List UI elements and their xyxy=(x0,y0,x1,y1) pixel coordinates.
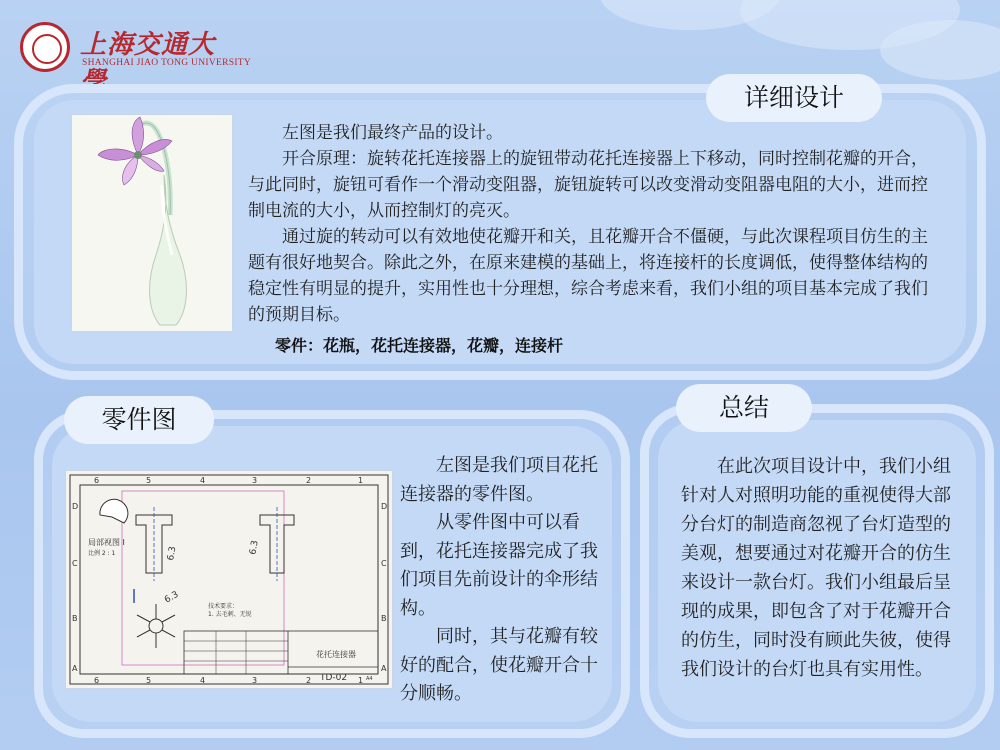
drawing-col-label: 6 xyxy=(94,476,100,485)
parts-drawing-text xyxy=(400,452,600,709)
summary-title: 总结 xyxy=(676,384,812,432)
university-seal-icon xyxy=(20,22,70,72)
drawing-detail-label: 局部视图 I xyxy=(88,538,125,547)
drawing-row-label: B xyxy=(381,614,387,623)
drawing-col-label: 1 xyxy=(358,476,364,485)
drawing-col-label: 1 xyxy=(358,676,364,685)
drawing-dimension: 6.3 xyxy=(166,545,179,562)
logo-name-en: SHANGHAI JIAO TONG UNIVERSITY xyxy=(82,58,252,68)
drawing-row-label: B xyxy=(72,614,78,623)
drawing-number: TD-02 xyxy=(320,673,348,683)
summary-text xyxy=(681,452,963,684)
drawing-col-label: 5 xyxy=(146,476,152,485)
drawing-col-label: 3 xyxy=(252,676,258,685)
lamp-render-image xyxy=(72,115,232,331)
parts-drawing-paragraph: 同时，其与花瓣有较好的配合，使花瓣开合十分顺畅。 xyxy=(400,626,598,704)
drawing-detail-scale: 比例 2 : 1 xyxy=(88,550,116,557)
drawing-row-label: A xyxy=(381,664,387,673)
parts-drawing-title: 零件图 xyxy=(64,396,214,444)
drawing-col-label: 3 xyxy=(252,476,258,485)
drawing-note-body: 1. 去毛刺、无锐 xyxy=(208,611,252,618)
drawing-icon xyxy=(66,471,392,688)
drawing-col-label: 2 xyxy=(306,676,312,685)
summary-paragraph: 在此次项目设计中，我们小组针对人对照明功能的重视使得大部分台灯的制造商忽视了台灯造型的美观，想要通过对花瓣开合的仿生来设计一款台灯。我们小组最后呈现的成果，即包含了对于花瓣开合的仿生，同时没有顾此失彼，使得我们设计的台灯也具有实用性。 xyxy=(681,456,951,680)
drawing-sheet-code: A4 xyxy=(366,676,373,682)
drawing-row-label: C xyxy=(72,559,78,568)
drawing-row-label: C xyxy=(381,559,387,568)
drawing-row-label: A xyxy=(72,664,78,673)
drawing-dimension: 6.3 xyxy=(248,539,261,556)
design-title: 详细设计 xyxy=(706,74,882,122)
drawing-part-name: 花托连接器 xyxy=(316,650,356,659)
drawing-col-label: 6 xyxy=(94,676,100,685)
parts-drawing-paragraph: 从零件图中可以看到，花托连接器完成了我们项目先前设计的伞形结构。 xyxy=(400,512,598,619)
drawing-col-label: 4 xyxy=(200,476,206,485)
engineering-drawing-image xyxy=(66,471,392,688)
drawing-dimension: 6.3 xyxy=(163,589,181,606)
university-logo xyxy=(20,22,252,97)
drawing-row-label: D xyxy=(381,502,388,511)
logo-name-cn: 上海交通大學 xyxy=(80,30,216,97)
drawing-note-title: 技术要求： xyxy=(208,603,239,610)
lamp-icon xyxy=(72,115,232,331)
parts-drawing-paragraph: 左图是我们项目花托连接器的零件图。 xyxy=(400,455,598,505)
drawing-col-label: 2 xyxy=(306,476,312,485)
design-text xyxy=(248,120,934,328)
design-paragraph: 开合原理：旋转花托连接器上的旋钮带动花托连接器上下移动，同时控制花瓣的开合，与此同时，旋钮可看作一个滑动变阻器，旋钮旋转可以改变滑动变阻器电阻的大小，进而控制电流的大小，从而控制灯的亮灭。 xyxy=(248,149,928,221)
drawing-col-label: 5 xyxy=(146,676,152,685)
design-paragraph: 左图是我们最终产品的设计。 xyxy=(282,123,503,143)
drawing-row-label: D xyxy=(72,502,79,511)
background-cloud xyxy=(880,20,1000,80)
design-paragraph: 通过旋的转动可以有效地使花瓣开和关，且花瓣开合不僵硬，与此次课程项目仿生的主题有很好地契合。除此之外，在原来建模的基础上，将连接杆的长度调低，使得整体结构的稳定性有明显的提升，实用性也十分理想，综合考虑来看，我们小组的项目基本完成了我们的预期目标。 xyxy=(248,227,928,325)
drawing-col-label: 4 xyxy=(200,676,206,685)
parts-line: 零件：花瓶，花托连接器，花瓣，连接杆 xyxy=(275,336,564,355)
